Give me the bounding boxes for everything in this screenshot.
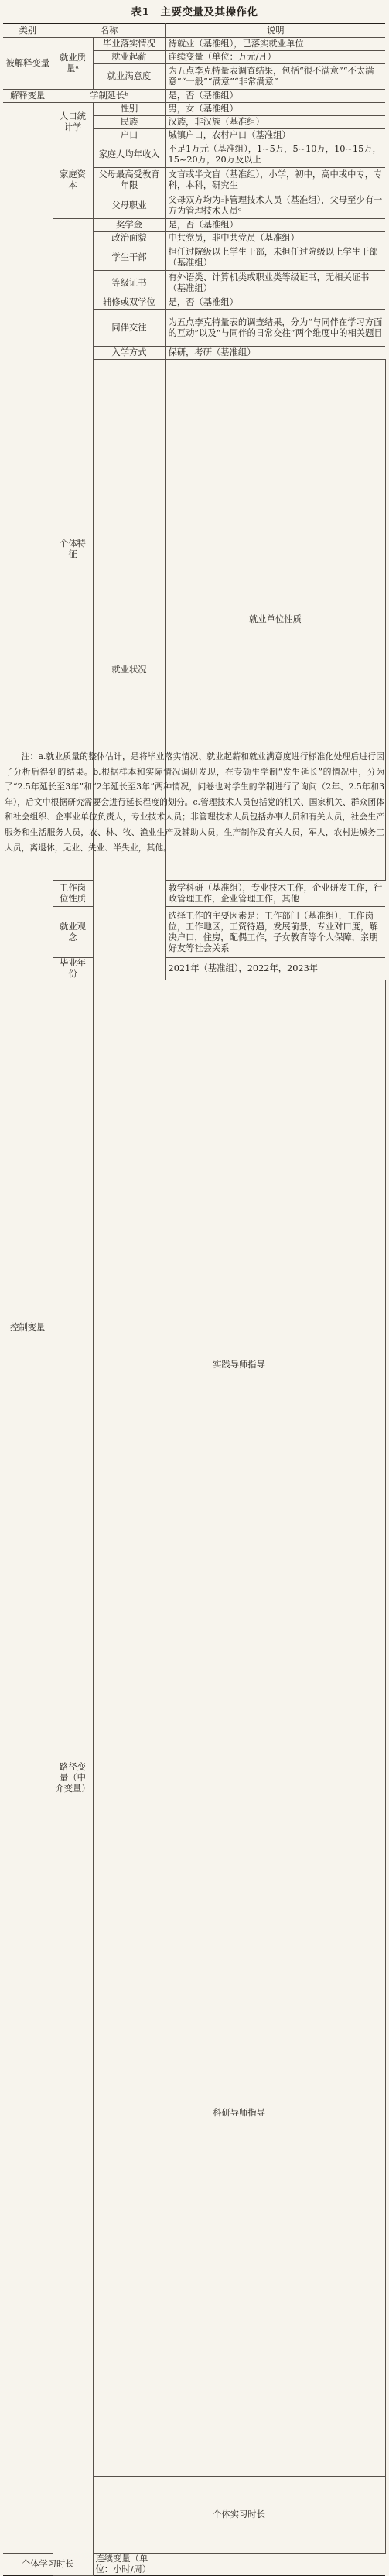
variable-desc: 连续变量（单位：万元/月） xyxy=(165,51,385,64)
variable-name: 学生干部 xyxy=(93,245,165,271)
variable-desc: 教学科研（基准组），专业技术工作，企业研发工作，行政管理工作，企业管理工作，其他 xyxy=(165,881,385,907)
table-header-row xyxy=(3,24,385,38)
variable-desc: 不足1万元（基准组），1~5万，5~10万，10~15万，15~20万，20万及以上 xyxy=(165,142,385,168)
variable-name: 毕业年份 xyxy=(53,958,93,980)
table-row xyxy=(3,219,385,232)
variable-name: 个体学习时长 xyxy=(3,2554,93,2576)
variable-name: 就业单位性质 xyxy=(165,360,385,881)
variable-name: 工作岗位性质 xyxy=(53,881,93,907)
variable-name: 实践导师指导 xyxy=(93,980,385,1750)
variable-desc: 是，否（基准组） xyxy=(165,219,385,232)
table-row xyxy=(3,907,385,958)
variables-table xyxy=(3,23,385,2576)
variable-name: 就业起薪 xyxy=(93,51,165,64)
variable-name: 科研导师指导 xyxy=(93,1750,385,2477)
table-row xyxy=(3,90,385,103)
variable-desc: 为五点李克特量表调查结果，包括“很不满意”“不太满意”“一般”“满意”“非常满意” xyxy=(165,64,385,90)
category-cell: 解释变量 xyxy=(3,90,53,103)
table-row xyxy=(3,2554,385,2576)
variable-desc: 城镇户口，农村户口（基准组） xyxy=(165,129,385,142)
subcategory-cell: 个体特征 xyxy=(53,219,93,881)
table-row xyxy=(3,881,385,907)
variable-name: 性别 xyxy=(93,103,165,116)
variable-desc: 连续变量（单位：小时/周） xyxy=(93,2554,165,2576)
variable-name: 学制延长ᵇ xyxy=(53,90,165,103)
variable-desc: 文盲或半文盲（基准组），小学，初中，高中或中专，专科，本科，研究生 xyxy=(165,168,385,193)
variable-name: 个体实习时长 xyxy=(93,2477,385,2554)
subcategory-cell: 家庭资本 xyxy=(53,142,93,219)
variable-desc: 选择工作的主要因素是：工作部门（基准组），工作岗位，工作地区，工资待遇，发展前景，专业对口度，解决户口，住房，配偶工作，子女教育等个人保障，亲朋好友等社会关系 xyxy=(165,907,385,958)
variable-name: 入学方式 xyxy=(93,347,165,360)
table-row xyxy=(3,103,385,116)
variable-desc: 中共党员，非中共党员（基准组） xyxy=(165,232,385,245)
variable-desc: 保研，考研（基准组） xyxy=(165,347,385,360)
variable-name: 毕业落实情况 xyxy=(93,38,165,51)
category-cell: 被解释变量 xyxy=(3,38,53,90)
variable-name: 等级证书 xyxy=(93,271,165,296)
table-title: 表1 主要变量及其操作化 xyxy=(131,6,258,19)
header-name: 名称 xyxy=(53,24,165,38)
variable-desc: 有外语类、计算机类或职业类等级证书，无相关证书（基准组） xyxy=(165,271,385,296)
variable-desc: 为五点李克特量表的调查结果，分为“与同伴在学习方面的互动”以及“与同伴的日常交往”两个维度中的相关题目 xyxy=(165,310,385,347)
variable-name: 父母最高受教育年限 xyxy=(93,168,165,193)
table-row xyxy=(3,958,385,980)
variable-desc: 2021年（基准组），2022年，2023年 xyxy=(165,958,385,980)
variable-name: 户口 xyxy=(93,129,165,142)
variable-name: 奖学金 xyxy=(93,219,165,232)
table-footnote: 注：a.就业质量的整体估计，是将毕业落实情况、就业起薪和就业满意度进行标准化处理后进行因子分析后得到的结果。b.根据样本和实际情况调研发现，在专硕生学制“发生延长”的情况中，分为了“2.5年延长至3年”和“2年延长至3年”两种情况，问卷也对学生的学制进行了询问（2年、2.5年和3年），后文中根据研究需要会进行延长程度的划分。c.管理技术人员包括党的机关、国家机关、群众团体和社会组织、企事业单位负责人，专业技术人员；非管理技术人员包括办事人员和有关人员，社会生产服务和生活服务人员，农、林、牧、渔业生产及辅助人员，生产制作及有关人员，军人，农村进城务工人员，离退休，无业、失业、半失业，其他。 xyxy=(5,751,384,853)
category-cell: 控制变量 xyxy=(3,103,53,2554)
subcategory-cell: 人口统计学 xyxy=(53,103,93,142)
variable-name: 就业观念 xyxy=(53,907,93,958)
variable-desc: 是，否（基准组） xyxy=(165,90,385,103)
variable-name: 民族 xyxy=(93,116,165,129)
header-desc: 说明 xyxy=(165,24,385,38)
subcategory-cell: 就业状况 xyxy=(93,360,165,980)
subcategory-cell: 就业质量ᵃ xyxy=(53,38,93,90)
table-row xyxy=(3,980,385,1750)
category-cell: 路径变量（中介变量） xyxy=(53,980,93,2576)
variable-name: 就业满意度 xyxy=(93,64,165,90)
variable-desc: 父母双方均为非管理技术人员（基准组），父母至少有一方为管理技术人员ᶜ xyxy=(165,193,385,219)
variable-name: 父母职业 xyxy=(93,193,165,219)
table-row xyxy=(3,142,385,168)
variable-name: 家庭人均年收入 xyxy=(93,142,165,168)
variable-desc: 待就业（基准组），已落实就业单位 xyxy=(165,38,385,51)
variable-desc: 担任过院级以上学生干部，未担任过院级以上学生干部（基准组） xyxy=(165,245,385,271)
variable-desc: 汉族，非汉族（基准组） xyxy=(165,116,385,129)
variable-desc: 是，否（基准组） xyxy=(165,296,385,310)
variable-name: 同伴交往 xyxy=(93,310,165,347)
variable-desc: 男，女（基准组） xyxy=(165,103,385,116)
variable-name: 政治面貌 xyxy=(93,232,165,245)
header-category: 类别 xyxy=(3,24,53,38)
variable-name: 辅修或双学位 xyxy=(93,296,165,310)
table-row xyxy=(3,38,385,51)
